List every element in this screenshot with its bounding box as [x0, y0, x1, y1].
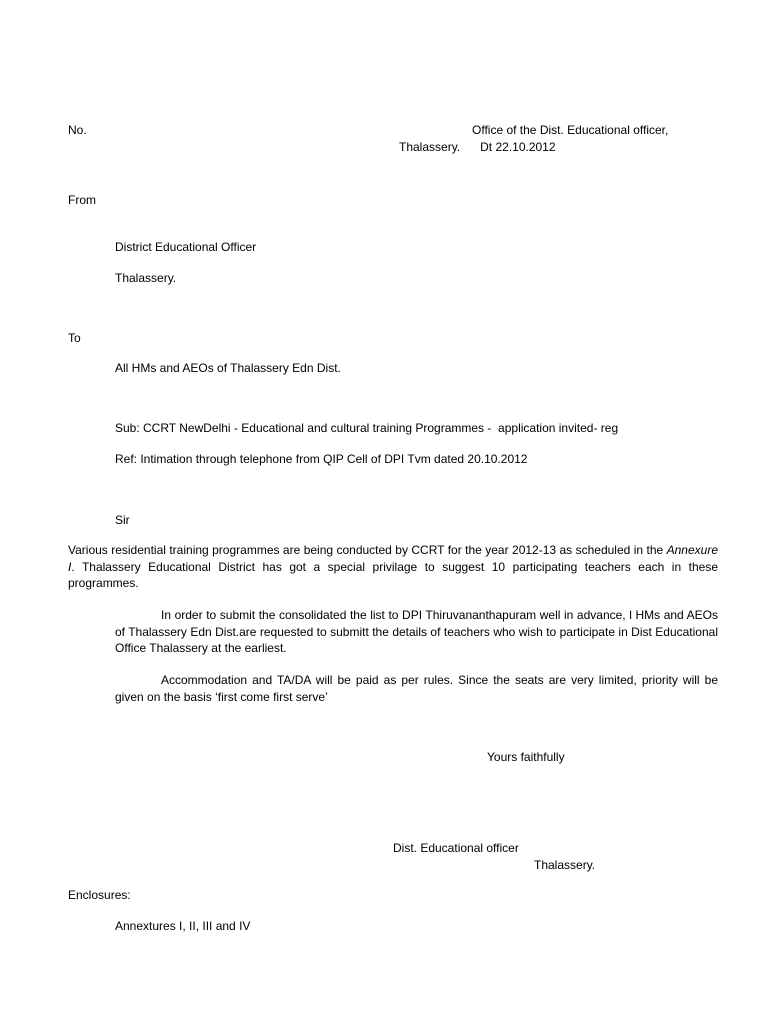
body-paragraph-1 [68, 542, 718, 592]
subject-line: Sub: CCRT NewDelhi - Educational and cultural training Programmes - application invited- reg [115, 421, 619, 435]
reference-line: Ref: Intimation through telephone from QIP Cell of DPI Tvm dated 20.10.2012 [115, 452, 528, 466]
body-paragraph-3: Accommodation and TA/DA will be paid as per rules. Since the seats are very limited, priority will be given on the basis ‘first come first serve’ [115, 673, 718, 704]
salutation: Sir [115, 513, 130, 527]
letter-number-label: No. [68, 123, 87, 137]
signatory-place: Thalassery. [534, 858, 596, 872]
to-label: To [68, 331, 81, 345]
signatory-designation: Dist. Educational officer [393, 841, 519, 855]
to-recipients: All HMs and AEOs of Thalassery Edn Dist. [115, 361, 341, 375]
from-label: From [68, 193, 96, 207]
office-line: Office of the Dist. Educational officer, [472, 123, 669, 137]
p1-end: . Thalassery Educational District has got a special privilage to suggest 10 participating teachers each in these programmes. [68, 559, 718, 590]
annexure-reference: Annexure I [68, 543, 718, 574]
body-paragraph-2: In order to submit the consolidated the list to DPI Thiruvananthapuram well in advance, l HMs and AEOs of Thalassery Edn Dist.are requested to submitt the details of teachers who wish to participate in Dist Educational Office Thalassery at the earliest. [115, 608, 718, 655]
enclosures-label: Enclosures: [68, 888, 131, 902]
place-date-line: Thalassery. Dt 22.10.2012 [399, 140, 556, 154]
enclosures-items: Annextures I, II, III and IV [115, 919, 251, 933]
from-officer: District Educational Officer [115, 240, 257, 254]
closing-yours-faithfully: Yours faithfully [487, 750, 565, 764]
p1-start: Various residential training programmes are being conducted by CCRT for the year 2012-13 as scheduled in the [68, 543, 667, 557]
from-place: Thalassery. [115, 271, 177, 285]
